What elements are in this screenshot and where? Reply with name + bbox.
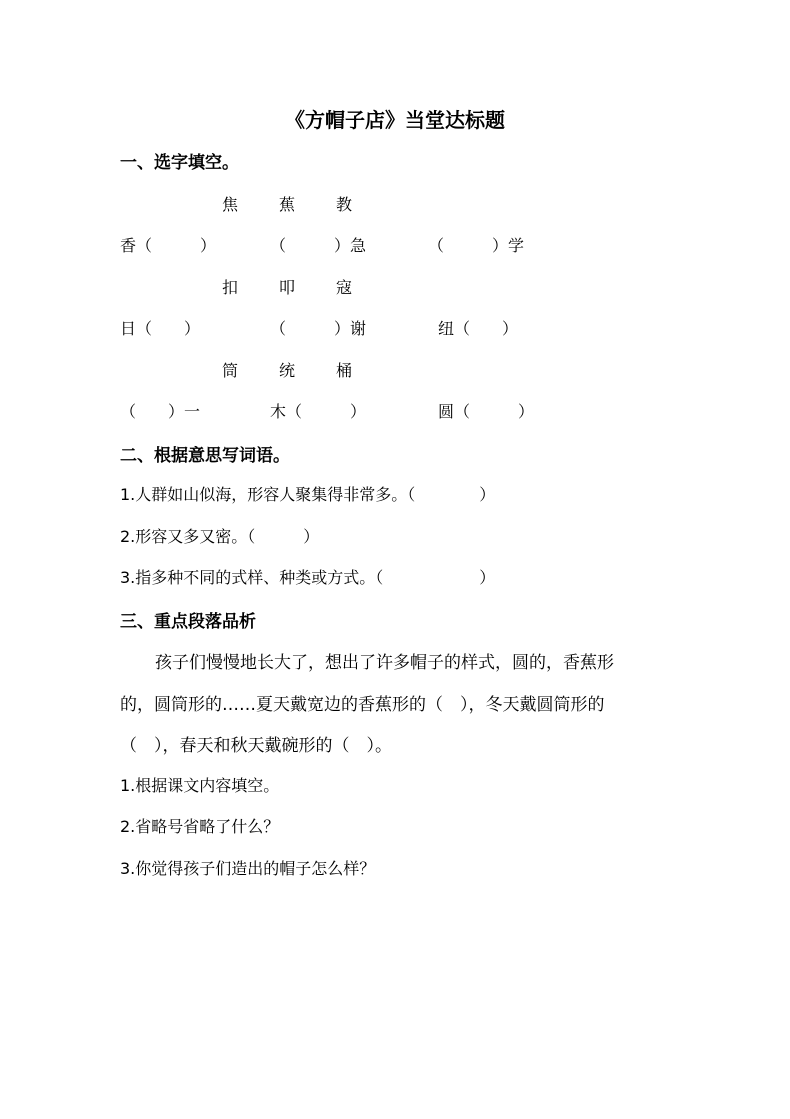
choice-char: 桶 — [336, 361, 353, 380]
fill-blank: 纽（ ） — [438, 319, 519, 338]
choice-char: 教 — [336, 195, 353, 214]
question-item: 2.形容又多又密。（ ） — [120, 527, 320, 546]
section2-heading: 二、根据意思写词语。 — [120, 446, 290, 466]
choice-char: 焦 — [222, 195, 239, 214]
passage-line: 的，圆筒形的……夏天戴宽边的香蕉形的（ ），冬天戴圆筒形的 — [120, 695, 605, 715]
fill-blank: （ ）急 — [270, 236, 367, 255]
passage-line: （ ），春天和秋天戴碗形的（ ）。 — [120, 736, 392, 756]
page-title: 《方帽子店》当堂达标题 — [285, 108, 505, 132]
fill-blank: 圆（ ） — [438, 402, 535, 421]
choice-char: 叩 — [279, 278, 296, 297]
choice-char: 蕉 — [279, 195, 296, 214]
fill-blank: 木（ ） — [270, 402, 367, 421]
fill-blank: （ ）一 — [120, 402, 201, 421]
passage-line: 孩子们慢慢地长大了，想出了许多帽子的样式，圆的，香蕉形 — [155, 653, 614, 673]
choice-char: 寇 — [336, 278, 353, 297]
fill-blank: 香（ ） — [120, 236, 217, 255]
question-item: 1.人群如山似海，形容人聚集得非常多。（ ） — [120, 485, 496, 504]
question-item: 3.指多种不同的式样、种类或方式。（ ） — [120, 568, 496, 587]
section3-heading: 三、重点段落品析 — [120, 612, 256, 632]
question-item: 2.省略号省略了什么？ — [120, 817, 280, 836]
section1-heading: 一、选字填空。 — [120, 153, 239, 173]
fill-blank: （ ）谢 — [270, 319, 367, 338]
fill-blank: （ ）学 — [428, 236, 525, 255]
fill-blank: 日（ ） — [120, 319, 201, 338]
question-item: 3.你觉得孩子们造出的帽子怎么样？ — [120, 859, 376, 878]
choice-char: 扣 — [222, 278, 239, 297]
choice-char: 统 — [279, 361, 296, 380]
question-item: 1.根据课文内容填空。 — [120, 776, 280, 795]
choice-char: 筒 — [222, 361, 239, 380]
